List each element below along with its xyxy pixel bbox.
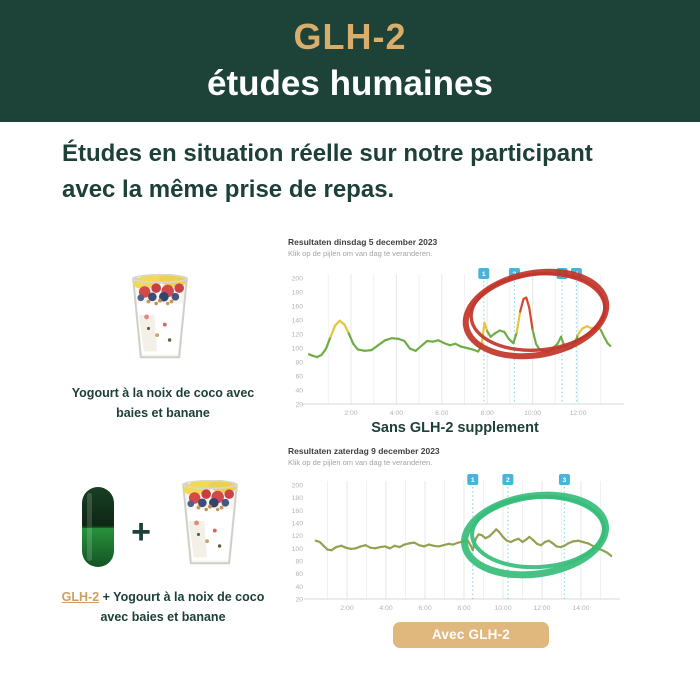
x-tick-label: 6:00 bbox=[418, 605, 432, 612]
glucose-line-segment bbox=[344, 324, 349, 333]
event-marker-number: 2 bbox=[512, 271, 517, 278]
event-marker-number: 1 bbox=[470, 477, 475, 484]
glucose-line-segment bbox=[321, 349, 326, 355]
x-tick-label: 2:00 bbox=[340, 605, 354, 612]
glucose-line-segment bbox=[371, 345, 378, 350]
chart-subtitle: Klik op de pijlen om van dag te veranderen. bbox=[288, 249, 433, 258]
chart-subtitle: Klik op de pijlen om van dag te veranderen. bbox=[288, 458, 433, 467]
glucose-line-segment bbox=[378, 340, 385, 345]
glucose-line-segment bbox=[520, 299, 523, 312]
y-tick-label: 60 bbox=[295, 373, 303, 381]
x-tick-label: 10:00 bbox=[494, 605, 512, 612]
y-tick-label: 120 bbox=[291, 331, 303, 339]
y-tick-label: 180 bbox=[291, 495, 303, 503]
glucose-chart-sans-supplement bbox=[288, 237, 660, 420]
x-tick-label: 4:00 bbox=[389, 410, 404, 417]
event-marker-number: 4 bbox=[574, 271, 579, 278]
x-tick-label: 8:00 bbox=[480, 410, 494, 417]
x-tick-label: 6:00 bbox=[435, 410, 449, 417]
x-tick-label: 8:00 bbox=[457, 605, 471, 612]
y-tick-label: 200 bbox=[291, 482, 303, 490]
page-title: études humaines bbox=[207, 64, 493, 103]
x-tick-label: 4:00 bbox=[379, 605, 393, 612]
glucose-line-segment bbox=[404, 341, 410, 349]
supplement-name-link[interactable]: GLH-2 bbox=[61, 590, 100, 604]
y-tick-label: 180 bbox=[291, 289, 303, 297]
yogurt-glass-image bbox=[162, 473, 258, 569]
glucose-line-segment bbox=[421, 341, 427, 346]
y-tick-label: 100 bbox=[291, 345, 303, 353]
intro-line-1: Études en situation réelle sur notre participant bbox=[62, 140, 593, 167]
x-tick-label: 12:00 bbox=[569, 410, 587, 417]
x-tick-label: 10:00 bbox=[524, 410, 542, 417]
header-banner bbox=[0, 0, 700, 122]
plus-sign: + bbox=[131, 513, 151, 551]
x-tick-label: 14:00 bbox=[572, 605, 590, 612]
y-tick-label: 80 bbox=[295, 359, 303, 367]
glucose-line-segment bbox=[601, 330, 604, 337]
glucose-line-segment bbox=[533, 330, 536, 344]
y-tick-label: 200 bbox=[291, 275, 303, 283]
y-tick-label: 140 bbox=[291, 317, 303, 325]
brand-title: GLH-2 bbox=[293, 16, 407, 57]
y-tick-label: 160 bbox=[291, 303, 303, 311]
meal-caption-sans: Yogourt à la noix de coco avec baies et banane bbox=[71, 386, 255, 420]
intro-line-2: avec la même prise de repas. bbox=[62, 176, 395, 203]
y-tick-label: 160 bbox=[291, 507, 303, 515]
glucose-line-segment bbox=[504, 332, 509, 339]
glucose-line-segment bbox=[513, 333, 516, 344]
glucose-line-segment bbox=[331, 326, 336, 337]
yogurt-glass-image bbox=[112, 267, 208, 363]
glucose-plot bbox=[288, 262, 660, 420]
glucose-line-segment bbox=[607, 553, 611, 556]
event-marker-number: 3 bbox=[560, 271, 565, 278]
y-tick-label: 20 bbox=[295, 401, 303, 409]
y-tick-label: 40 bbox=[295, 583, 303, 591]
chart-label-sans: Sans GLH-2 supplement bbox=[371, 420, 539, 436]
glucose-line-segment bbox=[578, 328, 583, 334]
glucose-line-segment bbox=[608, 343, 611, 346]
x-tick-label: 12:00 bbox=[533, 605, 551, 612]
y-tick-label: 40 bbox=[295, 387, 303, 395]
chart-title: Resultaten zaterdag 9 december 2023 bbox=[288, 446, 440, 456]
y-tick-label: 60 bbox=[295, 571, 303, 579]
glucose-line-segment bbox=[416, 346, 422, 351]
y-tick-label: 120 bbox=[291, 533, 303, 541]
glucose-chart-avec-supplement bbox=[288, 446, 660, 615]
glucose-line-segment bbox=[526, 298, 529, 308]
hand-drawn-circle-annotation bbox=[468, 268, 608, 355]
event-marker-number: 2 bbox=[505, 477, 510, 484]
y-tick-label: 100 bbox=[291, 545, 303, 553]
intro-text bbox=[62, 136, 662, 208]
glucose-plot bbox=[288, 471, 660, 615]
meal-caption-avec: GLH-2 + Yogourt à la noix de coco avec baies et banane bbox=[61, 590, 265, 624]
event-marker-number: 1 bbox=[481, 271, 486, 278]
y-tick-label: 20 bbox=[295, 596, 303, 604]
y-tick-label: 80 bbox=[295, 558, 303, 566]
supplement-capsule-image bbox=[78, 485, 118, 569]
chart-title: Resultaten dinsdag 5 december 2023 bbox=[288, 237, 438, 247]
event-marker-number: 3 bbox=[562, 477, 567, 484]
x-tick-label: 2:00 bbox=[344, 410, 358, 417]
glucose-line-segment bbox=[529, 307, 532, 329]
chart-label-avec-badge: Avec GLH-2 supplement bbox=[393, 622, 549, 648]
y-tick-label: 140 bbox=[291, 520, 303, 528]
glucose-line-segment bbox=[517, 312, 520, 333]
